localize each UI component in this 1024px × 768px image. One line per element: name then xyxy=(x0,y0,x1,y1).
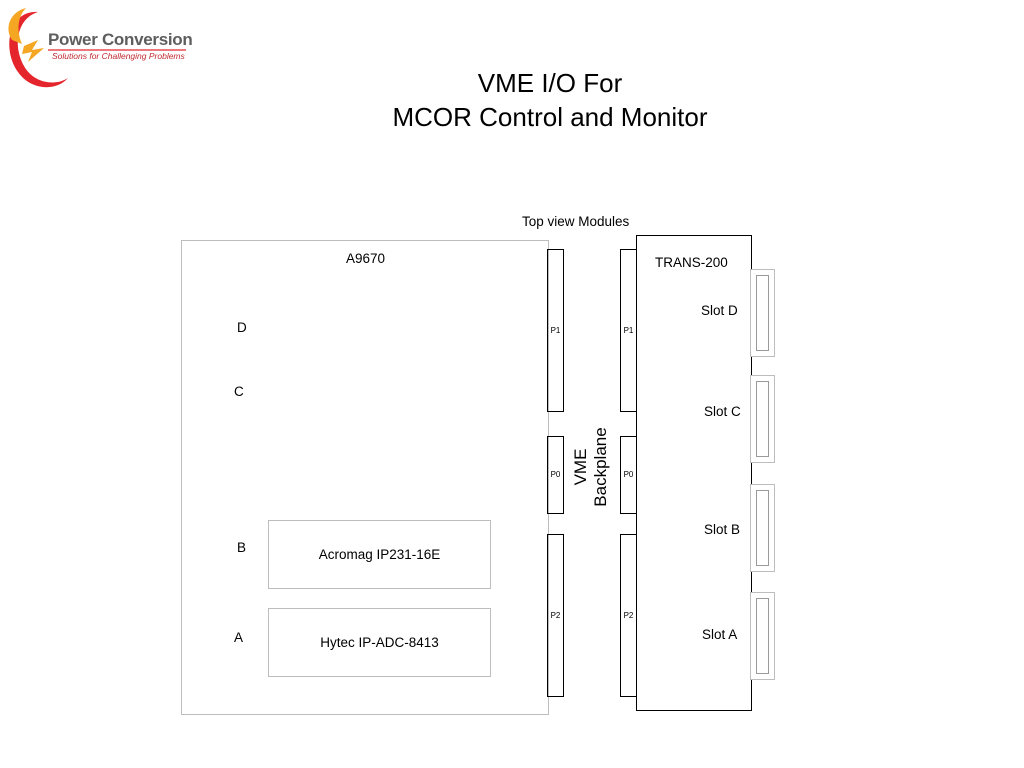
ip-card-hytec-label: Hytec IP-ADC-8413 xyxy=(320,635,439,650)
ip-slot-letter-a: A xyxy=(234,630,244,645)
rear-connector-a-inner xyxy=(756,598,769,674)
rear-connector-d xyxy=(750,269,775,357)
power-conversion-logo xyxy=(0,0,200,100)
trans-slot-c: Slot C xyxy=(704,404,741,419)
vme-backplane-label xyxy=(571,427,611,506)
left-connector-p0 xyxy=(547,436,564,514)
page-title xyxy=(300,66,800,134)
view-label: Top view Modules xyxy=(522,214,630,229)
ip-card-hytec xyxy=(268,608,491,677)
ip-card-acromag-label: Acromag IP231-16E xyxy=(318,547,441,562)
trans-slot-a: Slot A xyxy=(702,627,738,642)
right-connector-p2-label: P2 xyxy=(623,611,634,620)
ip-card-acromag xyxy=(268,520,491,589)
rear-connector-a xyxy=(750,592,775,680)
trans-slot-d: Slot D xyxy=(701,303,738,318)
right-connector-p0 xyxy=(620,436,637,514)
logo-flash xyxy=(22,40,44,62)
rear-connector-c-inner xyxy=(756,381,769,457)
right-connector-p0-label: P0 xyxy=(623,470,634,479)
title-line-1: VME I/O For xyxy=(477,68,623,98)
trans-slot-b: Slot B xyxy=(704,522,741,537)
backplane-line-2: Backplane xyxy=(591,427,610,507)
logo-title: Power Conversion xyxy=(48,30,193,49)
right-connector-p2 xyxy=(620,534,637,697)
rear-connector-b-inner xyxy=(756,490,769,566)
rear-connector-b xyxy=(750,484,775,572)
title-line-2: MCOR Control and Monitor xyxy=(392,102,708,132)
ip-slot-letter-d: D xyxy=(237,320,247,335)
right-connector-p1 xyxy=(620,249,637,412)
a9670-label: A9670 xyxy=(346,251,386,266)
left-connector-p2-label: P2 xyxy=(550,611,561,620)
rear-connector-d-inner xyxy=(756,275,769,351)
ip-slot-letter-b: B xyxy=(237,540,247,555)
right-connector-p1-label: P1 xyxy=(623,326,634,335)
left-connector-p1 xyxy=(547,249,564,412)
left-connector-p1-label: P1 xyxy=(550,326,561,335)
left-connector-p2 xyxy=(547,534,564,697)
backplane-line-1: VME xyxy=(571,448,590,486)
logo-tagline: Solutions for Challenging Problems xyxy=(52,51,185,61)
left-connector-p0-label: P0 xyxy=(550,470,561,479)
ip-slot-letter-c: C xyxy=(234,384,244,399)
trans-200-label: TRANS-200 xyxy=(655,255,728,270)
rear-connector-c xyxy=(750,375,775,463)
